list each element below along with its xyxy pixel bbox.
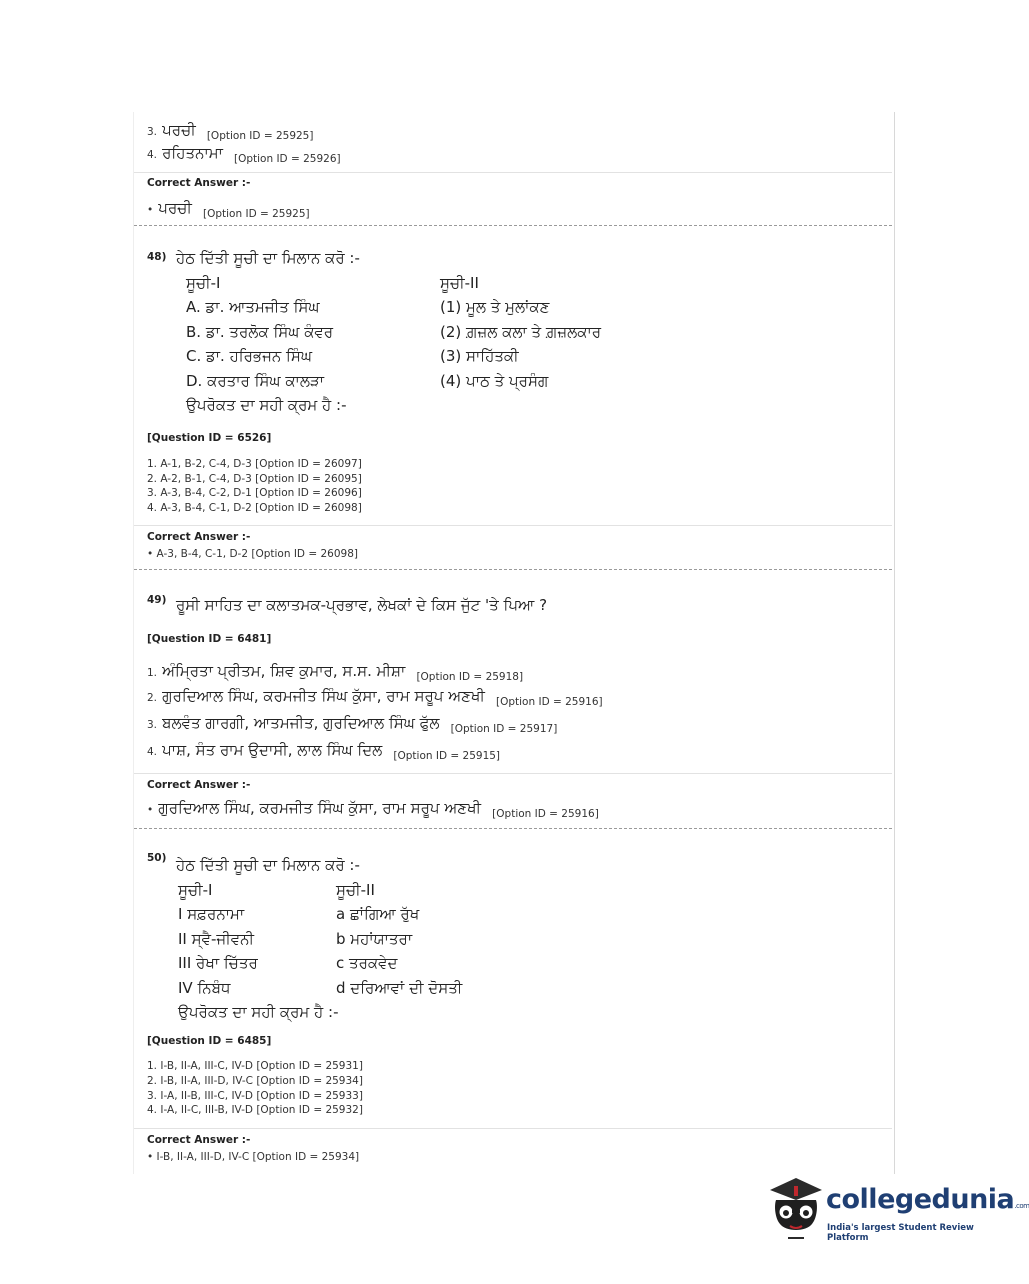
list-1-item: B. ਡਾ. ਤਰਲੋਕ ਸਿੰਘ ਕੰਵਰ xyxy=(186,323,334,341)
question-stem: ਰੂਸੀ ਸਾਹਿਤ ਦਾ ਕਲਾਤਮਕ-ਪ੍ਰਭਾਵ, ਲੇਖਕਾਂ ਦੇ ਕਿਸ ਜੁੱਟ 'ਤੇ ਪਿਆ ? xyxy=(176,596,548,614)
question-ask: ਉਪਰੋਕਤ ਦਾ ਸਹੀ ਕ੍ਰਮ ਹੈ :- xyxy=(186,396,347,414)
correct-answer-label: Correct Answer :- xyxy=(147,1134,251,1146)
list-1-heading: ਸੂਚੀ-I xyxy=(178,881,213,899)
question-stem: ਹੇਠ ਦਿੱਤੀ ਸੂਚੀ ਦਾ ਮਿਲਾਨ ਕਰੋ :- xyxy=(176,856,360,874)
logo-wordmark: collegedunia.com xyxy=(826,1184,1029,1215)
correct-answer: • A-3, B-4, C-1, D-2 [Option ID = 26098] xyxy=(147,548,358,560)
correct-answer-label: Correct Answer :- xyxy=(147,531,251,543)
list-1-item: I ਸਫ਼ਰਨਾਮਾ xyxy=(178,905,245,923)
correct-answer-label: Correct Answer :- xyxy=(147,779,251,791)
list-1-item: II ਸ੍ਵੈ-ਜੀਵਨੀ xyxy=(178,930,254,948)
question-number: 48) xyxy=(147,251,167,263)
section-divider xyxy=(134,225,892,226)
section-divider xyxy=(134,828,892,829)
list-1-heading: ਸੂਚੀ-I xyxy=(186,274,221,292)
list-2-item: b ਮਹਾਂਯਾਤਰਾ xyxy=(336,930,413,948)
question-id: [Question ID = 6485] xyxy=(147,1035,272,1047)
divider xyxy=(134,172,892,173)
logo-tagline: India's largest Student Review Platform xyxy=(827,1223,974,1243)
correct-answer: • ਗੁਰਦਿਆਲ ਸਿੰਘ, ਕਰਮਜੀਤ ਸਿੰਘ ਕੁੱਸਾ, ਰਾਮ ਸਰੂਪ ਅਣਖੀ $_{[Option ID = 25916]}$ xyxy=(147,799,599,820)
prev-option-4: 4. ਰਹਿਤਨਾਮਾ $_{[Option ID = 25926]}$ xyxy=(147,144,341,165)
question-number: 50) xyxy=(147,852,167,864)
option: 2. I-B, II-A, III-D, IV-C [Option ID = 25934] xyxy=(147,1075,363,1087)
divider xyxy=(134,1128,892,1129)
question-ask: ਉਪਰੋਕਤ ਦਾ ਸਹੀ ਕ੍ਰਮ ਹੈ :- xyxy=(178,1003,339,1021)
list-2-heading: ਸੂਚੀ-II xyxy=(336,881,375,899)
correct-answer: • I-B, II-A, III-D, IV-C [Option ID = 25934] xyxy=(147,1151,360,1163)
list-1-item: A. ਡਾ. ਆਤਮਜੀਤ ਸਿੰਘ xyxy=(186,298,320,316)
option: 3. A-3, B-4, C-2, D-1 [Option ID = 26096] xyxy=(147,487,362,499)
option: 1. A-1, B-2, C-4, D-3 [Option ID = 26097] xyxy=(147,458,362,470)
list-2-item: (4) ਪਾਠ ਤੇ ਪ੍ਰਸੰਗ xyxy=(440,372,549,390)
option: 3. ਬਲਵੰਤ ਗਾਰਗੀ, ਆਤਮਜੀਤ, ਗੁਰਦਿਆਲ ਸਿੰਘ ਫੁੱਲ $_{[Option ID = 25917]}$ xyxy=(147,714,558,735)
list-2-item: c ਤਰਕਵੇਦ xyxy=(336,954,398,972)
option: 2. ਗੁਰਦਿਆਲ ਸਿੰਘ, ਕਰਮਜੀਤ ਸਿੰਘ ਕੁੱਸਾ, ਰਾਮ ਸਰੂਪ ਅਣਖੀ $_{[Option ID = 25916]}$ xyxy=(147,687,603,708)
list-2-item: d ਦਰਿਆਵਾਂ ਦੀ ਦੋਸਤੀ xyxy=(336,979,463,997)
list-2-item: (2) ਗ਼ਜ਼ਲ ਕਲਾ ਤੇ ਗ਼ਜ਼ਲਕਾਰ xyxy=(440,323,602,341)
prev-option-3: 3. ਪਰਚੀ $_{[Option ID = 25925]}$ xyxy=(147,121,314,142)
list-2-item: (3) ਸਾਹਿੱਤਕੀ xyxy=(440,347,519,365)
option: 4. I-A, II-C, III-B, IV-D [Option ID = 25932] xyxy=(147,1104,363,1116)
correct-answer-label: Correct Answer :- xyxy=(147,177,251,189)
question-stem: ਹੇਠ ਦਿੱਤੀ ਸੂਚੀ ਦਾ ਮਿਲਾਨ ਕਰੋ :- xyxy=(176,249,360,267)
list-2-item: a ਛਾਂਗਿਆ ਰੁੱਖ xyxy=(336,905,420,923)
list-1-item: IV ਨਿਬੰਧ xyxy=(178,979,231,997)
list-1-item: D. ਕਰਤਾਰ ਸਿੰਘ ਕਾਲੜਾ xyxy=(186,372,325,390)
collegedunia-logo[interactable] xyxy=(764,1176,1029,1246)
list-2-heading: ਸੂਚੀ-II xyxy=(440,274,479,292)
option: 3. I-A, II-B, III-C, IV-D [Option ID = 25933] xyxy=(147,1090,363,1102)
mascot-icon xyxy=(764,1176,826,1242)
option: 4. A-3, B-4, C-1, D-2 [Option ID = 26098] xyxy=(147,502,362,514)
section-divider xyxy=(134,569,892,570)
option: 1. I-B, II-A, III-C, IV-D [Option ID = 25931] xyxy=(147,1060,363,1072)
question-number: 49) xyxy=(147,594,167,606)
question-id: [Question ID = 6481] xyxy=(147,633,272,645)
option: 2. A-2, B-1, C-4, D-3 [Option ID = 26095] xyxy=(147,473,362,485)
list-2-item: (1) ਮੂਲ ਤੇ ਮੁਲਾਂਕਣ xyxy=(440,298,550,316)
divider xyxy=(134,525,892,526)
question-id: [Question ID = 6526] xyxy=(147,432,272,444)
option: 4. ਪਾਸ਼, ਸੰਤ ਰਾਮ ਉਦਾਸੀ, ਲਾਲ ਸਿੰਘ ਦਿਲ $_{[Option ID = 25915]}$ xyxy=(147,741,501,762)
divider xyxy=(134,773,892,774)
list-1-item: C. ਡਾ. ਹਰਿਭਜਨ ਸਿੰਘ xyxy=(186,347,313,365)
correct-answer: • ਪਰਚੀ $_{[Option ID = 25925]}$ xyxy=(147,199,310,220)
exam-sheet xyxy=(133,112,895,1174)
option: 1. ਅੰਮ੍ਰਿਤਾ ਪ੍ਰੀਤਮ, ਸ਼ਿਵ ਕੁਮਾਰ, ਸ.ਸ. ਮੀਸ਼ਾ $_{[Option ID = 25918]}$ xyxy=(147,662,524,683)
list-1-item: III ਰੇਖਾ ਚਿੱਤਰ xyxy=(178,954,258,972)
